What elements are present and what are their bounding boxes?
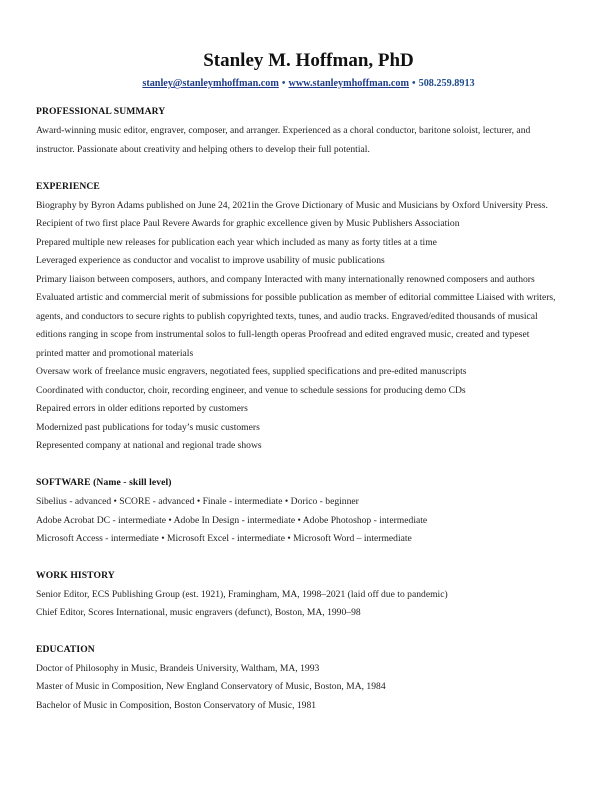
education-line: Bachelor of Music in Composition, Boston Conservatory of Music, 1981 [36, 700, 317, 711]
experience-line: Represented company at national and regional trade shows [36, 440, 262, 451]
software-heading: SOFTWARE (Name - skill level) [36, 477, 172, 488]
work-history-line: Senior Editor, ECS Publishing Group (est. 1921), Framingham, MA, 1998–2021 (laid off due to pandemic) [36, 589, 448, 600]
experience-line: Repaired errors in older editions reported by customers [36, 403, 248, 414]
experience-line: Prepared multiple new releases for publication each year which included as many as forty titles at a time [36, 237, 437, 248]
experience-line: Leveraged experience as conductor and vocalist to improve usability of music publications [36, 255, 385, 266]
experience-line: Oversaw work of freelance music engravers, negotiated fees, supplied specifications and pre-edited manuscripts [36, 366, 467, 377]
summary-heading: PROFESSIONAL SUMMARY [36, 106, 166, 117]
email-link[interactable]: stanley@stanleymhoffman.com [142, 78, 279, 89]
experience-line: Coordinated with conductor, choir, recording engineer, and venue to schedule sessions for producing demo CDs [36, 385, 466, 396]
work-history-heading: WORK HISTORY [36, 570, 115, 581]
experience-line: Evaluated artistic and commercial merit of submissions for possible publication as member of editorial committee Liaised with writers, [36, 292, 556, 303]
contact-line [36, 78, 581, 89]
summary-line: instructor. Passionate about creativity and helping others to develop their full potential. [36, 144, 370, 155]
experience-heading: EXPERIENCE [36, 181, 100, 192]
software-line: Sibelius - advanced • SCORE - advanced • Finale - intermediate • Dorico - beginner [36, 496, 359, 507]
experience-line: editions ranging in scope from instrumental solos to full-length operas Proofread and edited engraved music, created and typeset [36, 329, 530, 340]
education-line: Doctor of Philosophy in Music, Brandeis University, Waltham, MA, 1993 [36, 663, 320, 674]
experience-line: Biography by Byron Adams published on June 24, 2021in the Grove Dictionary of Music and Musicians by Oxford University Press. [36, 200, 548, 211]
work-history-line: Chief Editor, Scores International, music engravers (defunct), Boston, MA, 1990–98 [36, 607, 361, 618]
website-link[interactable]: www.stanleymhoffman.com [288, 78, 410, 89]
summary-line: Award-winning music editor, engraver, composer, and arranger. Experienced as a choral conductor, baritone soloist, lecturer, and [36, 125, 531, 136]
separator-dot: • [412, 78, 416, 89]
experience-line: Primary liaison between composers, authors, and company Interacted with many internationally renowned composers and authors [36, 274, 535, 285]
education-line: Master of Music in Composition, New England Conservatory of Music, Boston, MA, 1984 [36, 681, 386, 692]
phone-number: 508.259.8913 [418, 78, 475, 89]
experience-line: Modernized past publications for today’s music customers [36, 422, 260, 433]
separator-dot: • [281, 78, 286, 89]
experience-line: printed matter and promotional materials [36, 348, 194, 359]
candidate-name: Stanley M. Hoffman, PhD [203, 50, 414, 71]
software-line: Adobe Acrobat DC - intermediate • Adobe In Design - intermediate • Adobe Photoshop - intermediate [36, 515, 428, 526]
education-heading: EDUCATION [36, 644, 95, 655]
experience-line: Recipient of two first place Paul Revere Awards for graphic excellence given by Music Publishers Association [36, 218, 460, 229]
experience-line: agents, and conductors to secure rights to publish copyrighted texts, tunes, and audio tracks. Engraved/edited thousands of musical [36, 311, 538, 322]
software-line: Microsoft Access - intermediate • Microsoft Excel - intermediate • Microsoft Word – intermediate [36, 533, 412, 544]
